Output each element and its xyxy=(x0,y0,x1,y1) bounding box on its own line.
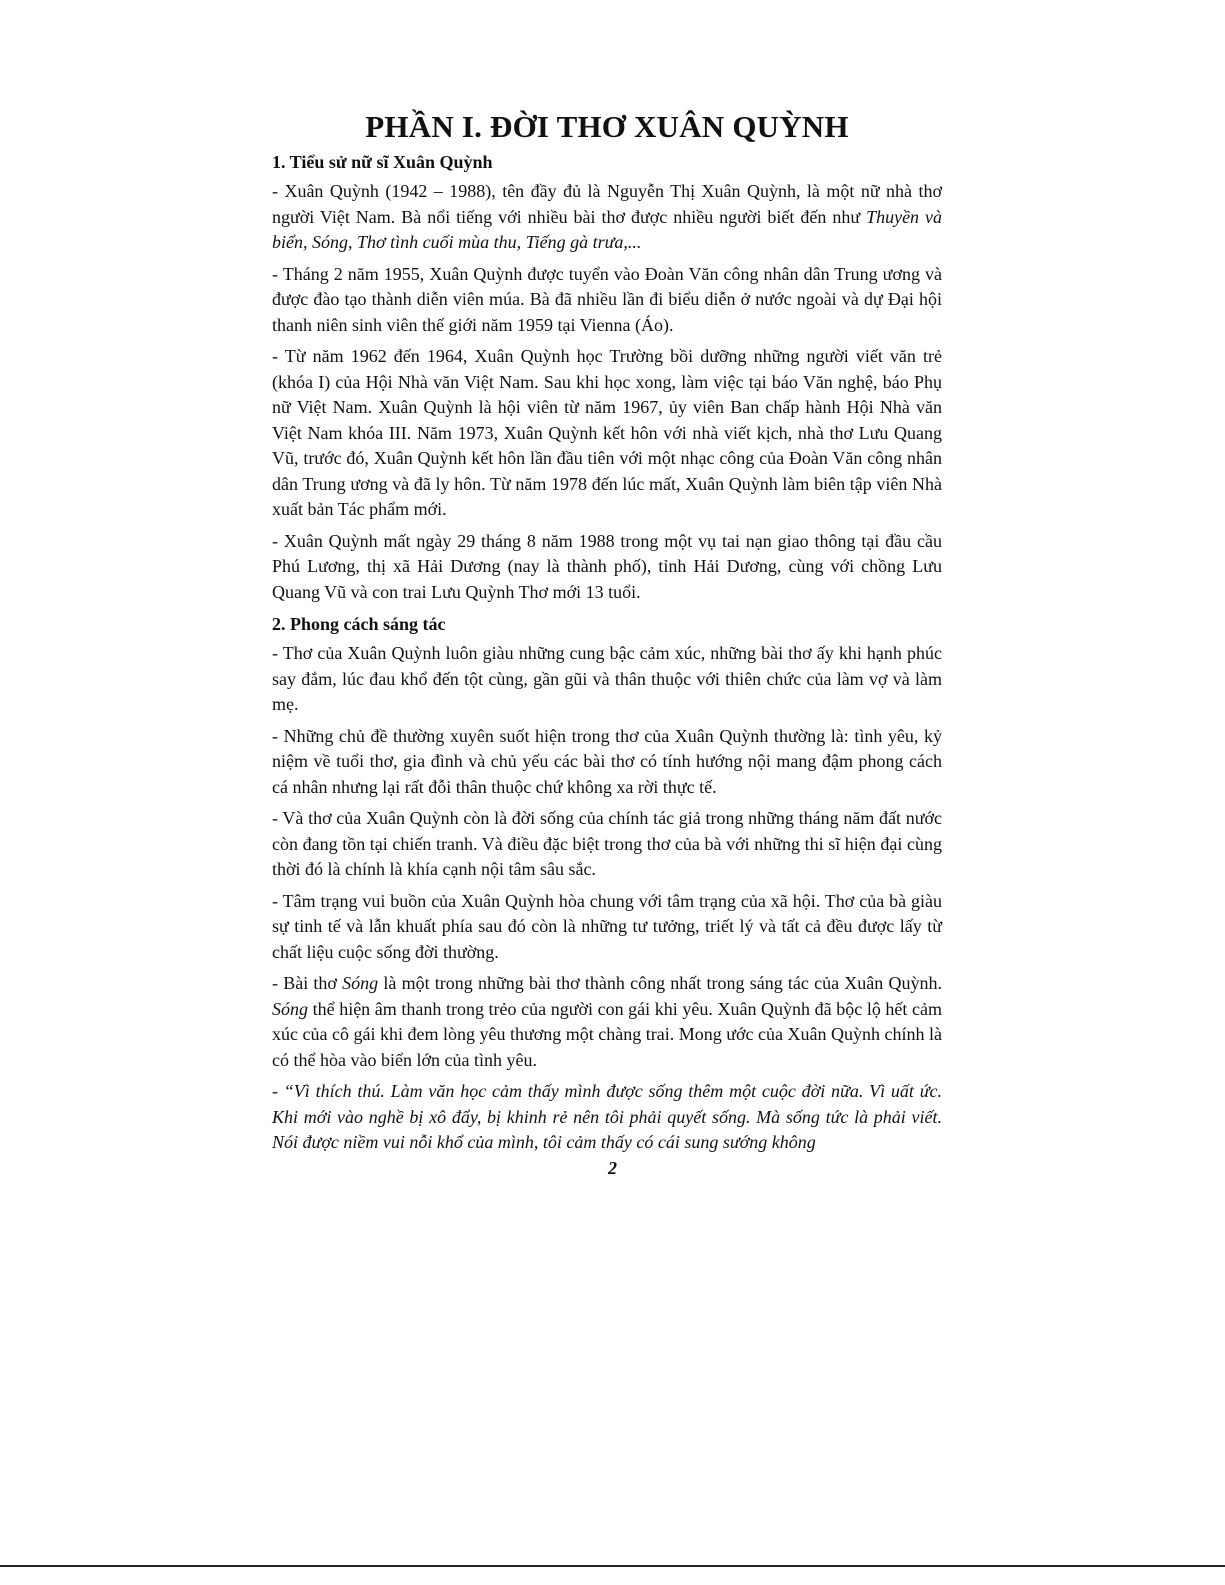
paragraph-song-b: là một trong những bài thơ thành công nhất trong sáng tác của Xuân Quỳnh. xyxy=(378,973,942,993)
section-heading-biography: 1. Tiểu sử nữ sĩ Xuân Quỳnh xyxy=(272,152,493,172)
page-number: 2 xyxy=(608,1158,617,1178)
song-title-1: Sóng xyxy=(342,973,379,993)
paragraph-intro-works: Thuyền và biển, Sóng, Thơ tình cuối mùa thu, Tiếng gà trưa,... xyxy=(272,206,943,252)
paragraph-1955: - Tháng 2 năm 1955, Xuân Quỳnh được tuyển vào Đoàn Văn công nhân dân Trung ương và được đào tạo thành diễn viên múa. Bà đã nhiều lần đi biểu diễn ở nước ngoài và dự Đại hội thanh niên sinh viên thế giới năm 1959 tại Vienna (Áo). xyxy=(272,263,942,335)
paragraph-intro-text: - Xuân Quỳnh (1942 – 1988), tên đầy đủ là Nguyễn Thị Xuân Quỳnh, là một nữ nhà thơ người Việt Nam. Bà nổi tiếng với nhiều bài thơ được nhiều người biết đến như xyxy=(272,181,942,227)
paragraph-song-a: - Bài thơ xyxy=(272,973,343,993)
document-page xyxy=(272,108,942,1162)
paragraph-1962: - Từ năm 1962 đến 1964, Xuân Quỳnh học Trường bồi dưỡng những người viết văn trẻ (khóa I) của Hội Nhà văn Việt Nam. Sau khi học xong, làm việc tại báo Văn nghệ, báo Phụ nữ Việt Nam. Xuân Quỳnh là hội viên từ năm 1967, ủy viên Ban chấp hành Hội Nhà văn Việt Nam khóa III. Năm 1973, Xuân Quỳnh kết hôn với nhà viết kịch, nhà thơ Lưu Quang Vũ, trước đó, Xuân Quỳnh kết hôn lần đầu tiên với một nhạc công của Đoàn Văn công nhân dân Trung ương và đã ly hôn. Từ năm 1978 đến lúc mất, Xuân Quỳnh làm biên tập viên Nhà xuất bản Tác phẩm mới. xyxy=(272,346,942,519)
paragraph-style-war: - Và thơ của Xuân Quỳnh còn là đời sống của chính tác giả trong những tháng năm đất nước còn đang tồn tại chiến tranh. Và điều đặc biệt trong thơ của bà với những thi sĩ hiện đại cùng thời đó là chính là khía cạnh nội tâm sâu sắc. xyxy=(272,808,942,879)
paragraph-song xyxy=(272,971,942,1073)
page-title: PHẦN I. ĐỜI THƠ XUÂN QUỲNH xyxy=(365,109,849,144)
section-heading-style: 2. Phong cách sáng tác xyxy=(272,614,446,634)
paragraph-style-emotions: - Thơ của Xuân Quỳnh luôn giàu những cung bậc cảm xúc, những bài thơ ấy khi hạnh phúc say đắm, lúc đau khổ đến tột cùng, gần gũi và thân thuộc với thiên chức của làm vợ và làm mẹ. xyxy=(272,643,942,714)
song-title-2: Sóng xyxy=(272,998,308,1019)
bottom-divider xyxy=(0,1565,1225,1567)
paragraph-style-themes: - Những chủ đề thường xuyên suốt hiện trong thơ của Xuân Quỳnh thường là: tình yêu, kỷ niệm về tuổi thơ, gia đình và chủ yếu các bài thơ có tính hướng nội mang đậm phong cách cá nhân nhưng lại rất đỗi thân thuộc chứ không xa rời thực tế. xyxy=(272,725,942,797)
paragraph-song-c: thể hiện âm thanh trong trẻo của người con gái khi yêu. Xuân Quỳnh đã bộc lộ hết cảm xúc của cô gái khi đem lòng yêu thương một chàng trai. Mong ước của Xuân Quỳnh chính là có thể hòa vào biển lớn của tình yêu. xyxy=(272,998,942,1070)
paragraph-intro xyxy=(272,179,942,256)
paragraph-quote: - “Vì thích thú. Làm văn học cảm thấy mình được sống thêm một cuộc đời nữa. Vì uất ức. Khi mới vào nghề bị xô đẩy, bị khinh rẻ nên tôi phải quyết sống. Mà sống tức là phải viết. Nói được niềm vui nỗi khổ của mình, tôi cảm thấy có cái sung sướng không xyxy=(272,1081,942,1152)
paragraph-style-mood: - Tâm trạng vui buồn của Xuân Quỳnh hòa chung với tâm trạng của xã hội. Thơ của bà giàu sự tinh tế và lẫn khuất phía sau đó còn là những tư tưởng, triết lý và tất cả đều được lấy từ chất liệu cuộc sống đời thường. xyxy=(272,890,942,962)
paragraph-death: - Xuân Quỳnh mất ngày 29 tháng 8 năm 1988 trong một vụ tai nạn giao thông tại đầu cầu Phú Lương, thị xã Hải Dương (nay là thành phố), tỉnh Hải Dương, cùng với chồng Lưu Quang Vũ và con trai Lưu Quỳnh Thơ mới 13 tuổi. xyxy=(272,530,942,602)
